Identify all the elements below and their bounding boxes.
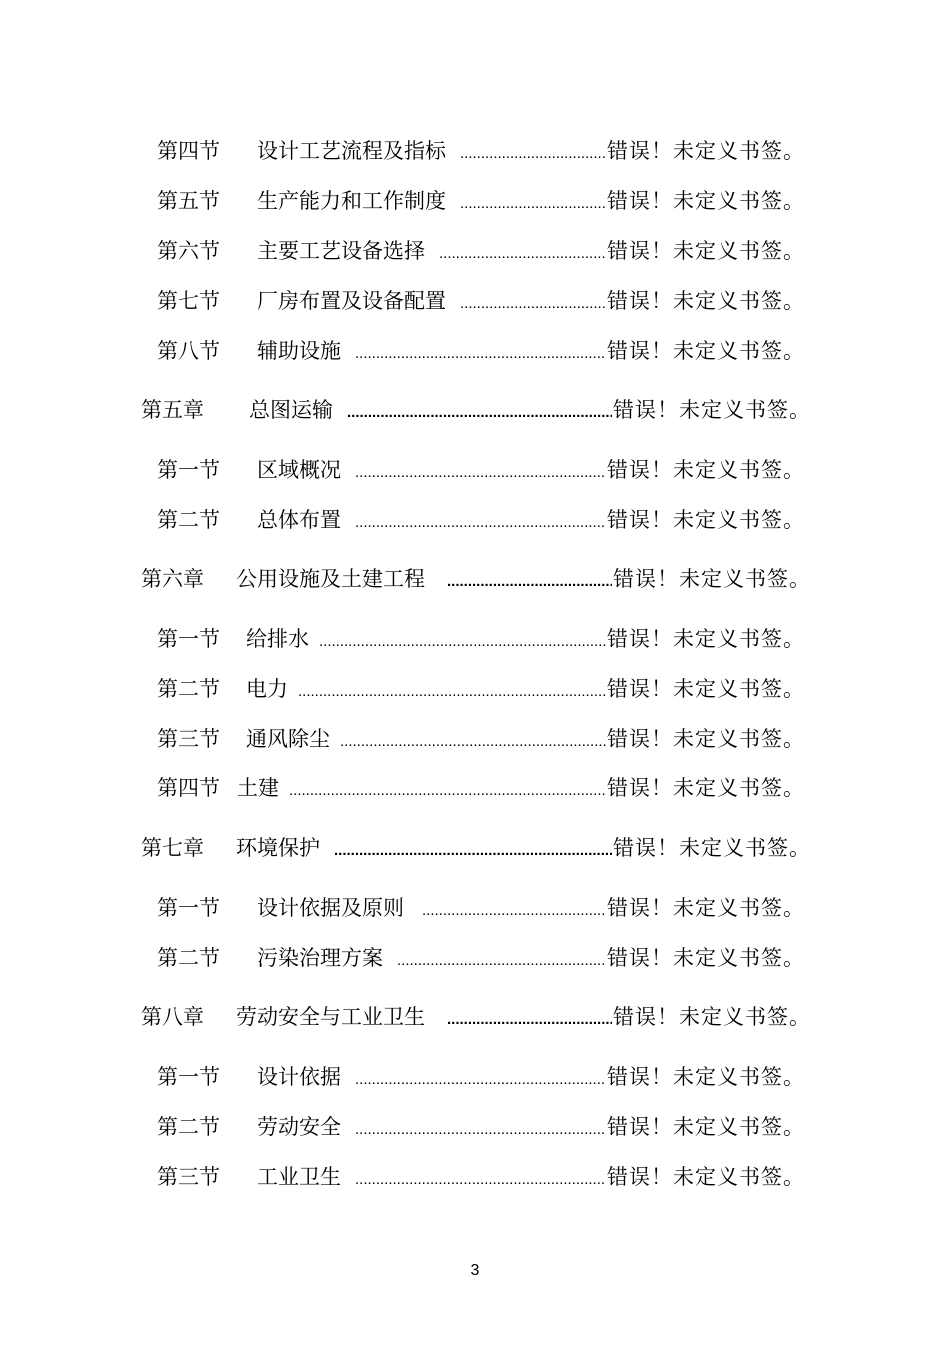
toc-entry-title: 区域概况 [257,458,341,482]
toc-entry-number: 第五节 [157,189,220,213]
toc-leader-dots [355,1065,606,1095]
toc-entry-page-ref: 错误！未定义书签。 [607,946,805,970]
toc-entry-page-ref: 错误！未定义书签。 [607,139,805,163]
toc-entry-page-ref: 错误！未定义书签。 [607,508,805,532]
toc-entry-title: 生产能力和工作制度 [257,189,446,213]
toc-chapter-entry[interactable] [141,395,811,425]
toc-entry-number: 第一节 [157,1065,220,1089]
toc-entry-page-ref: 错误！未定义书签。 [607,677,805,701]
toc-entry-page-ref: 错误！未定义书签。 [607,339,805,363]
toc-entry-title: 给排水 [246,627,309,651]
toc-entry-title: 总图运输 [249,398,333,422]
toc-entry-page-ref: 错误！未定义书签。 [607,189,805,213]
toc-entry-title: 劳动安全 [257,1115,341,1139]
toc-entry-page-ref: 错误！未定义书签。 [607,239,805,263]
toc-entry[interactable] [157,286,805,316]
toc-entry-title: 总体布置 [257,508,341,532]
toc-entry-page-ref: 错误！未定义书签。 [607,1165,805,1189]
toc-entry[interactable] [157,455,805,485]
toc-chapter-entry[interactable] [141,564,811,594]
toc-leader-dots [355,1115,606,1145]
toc-leader-dots [397,946,606,976]
toc-entry-page-ref: 错误！未定义书签。 [607,896,805,920]
toc-leader-dots [355,458,606,488]
toc-entry-page-ref: 错误！未定义书签。 [613,1005,811,1029]
toc-entry-number: 第四节 [157,139,220,163]
toc-entry-title: 主要工艺设备选择 [257,239,425,263]
toc-entry[interactable] [157,624,805,654]
toc-entry[interactable] [157,136,805,166]
toc-entry-title: 工业卫生 [257,1165,341,1189]
toc-entry[interactable] [157,724,805,754]
toc-entry-page-ref: 错误！未定义书签。 [607,776,805,800]
toc-entry-number: 第一节 [157,458,220,482]
toc-entry-title: 污染治理方案 [257,946,383,970]
toc-entry-number: 第一节 [157,896,220,920]
toc-entry-page-ref: 错误！未定义书签。 [607,458,805,482]
toc-entry-title: 公用设施及土建工程 [236,567,425,591]
toc-entry-title: 环境保护 [236,836,320,860]
toc-entry-page-ref: 错误！未定义书签。 [613,836,811,860]
toc-entry[interactable] [157,1162,805,1192]
toc-entry-number: 第六章 [141,567,204,591]
toc-entry-title: 厂房布置及设备配置 [257,289,446,313]
toc-entry-title: 辅助设施 [257,339,341,363]
toc-leader-dots [355,1165,606,1195]
toc-entry[interactable] [157,893,805,923]
toc-entry[interactable] [157,186,805,216]
toc-entry-page-ref: 错误！未定义书签。 [607,1115,805,1139]
toc-entry-title: 设计工艺流程及指标 [257,139,446,163]
toc-leader-dots [340,727,606,757]
toc-entry-number: 第二节 [157,508,220,532]
toc-entry[interactable] [157,505,805,535]
toc-entry-page-ref: 错误！未定义书签。 [613,398,811,422]
toc-entry-number: 第一节 [157,627,220,651]
toc-entry-number: 第二节 [157,1115,220,1139]
toc-entry-number: 第四节 [157,776,220,800]
toc-entry[interactable] [157,236,805,266]
toc-entry-page-ref: 错误！未定义书签。 [607,289,805,313]
toc-entry-page-ref: 错误！未定义书签。 [613,567,811,591]
toc-leader-dots [319,627,606,657]
toc-chapter-entry[interactable] [141,833,811,863]
toc-entry[interactable] [157,1112,805,1142]
toc-leader-dots [289,776,606,806]
toc-entry-number: 第五章 [141,398,204,422]
toc-leader-dots [447,567,612,597]
toc-leader-dots [460,289,606,319]
toc-entry-number: 第七章 [141,836,204,860]
toc-entry-page-ref: 错误！未定义书签。 [607,1065,805,1089]
toc-entry-number: 第三节 [157,1165,220,1189]
toc-entry-number: 第六节 [157,239,220,263]
toc-entry-title: 设计依据及原则 [257,896,404,920]
toc-leader-dots [355,339,606,369]
toc-entry-page-ref: 错误！未定义书签。 [607,627,805,651]
toc-entry-title: 劳动安全与工业卫生 [236,1005,425,1029]
toc-leader-dots [298,677,606,707]
toc-leader-dots [334,836,612,866]
toc-entry-title: 电力 [246,677,288,701]
toc-entry-number: 第七节 [157,289,220,313]
toc-leader-dots [447,1005,612,1035]
toc-entry-title: 设计依据 [257,1065,341,1089]
toc-leader-dots [460,189,606,219]
toc-entry-page-ref: 错误！未定义书签。 [607,727,805,751]
toc-entry-number: 第二节 [157,677,220,701]
toc-entry-number: 第八章 [141,1005,204,1029]
toc-entry[interactable] [157,943,805,973]
toc-entry-title: 土建 [237,776,279,800]
toc-entry-number: 第二节 [157,946,220,970]
toc-leader-dots [439,239,606,269]
toc-entry[interactable] [157,773,805,803]
toc-leader-dots [347,398,612,428]
page-number: 3 [470,1262,480,1279]
toc-entry[interactable] [157,1062,805,1092]
toc-leader-dots [460,139,606,169]
toc-entry-number: 第三节 [157,727,220,751]
toc-chapter-entry[interactable] [141,1002,811,1032]
toc-leader-dots [422,896,606,926]
toc-leader-dots [355,508,606,538]
toc-entry-number: 第八节 [157,339,220,363]
toc-entry[interactable] [157,674,805,704]
toc-entry-title: 通风除尘 [246,727,330,751]
toc-entry[interactable] [157,336,805,366]
